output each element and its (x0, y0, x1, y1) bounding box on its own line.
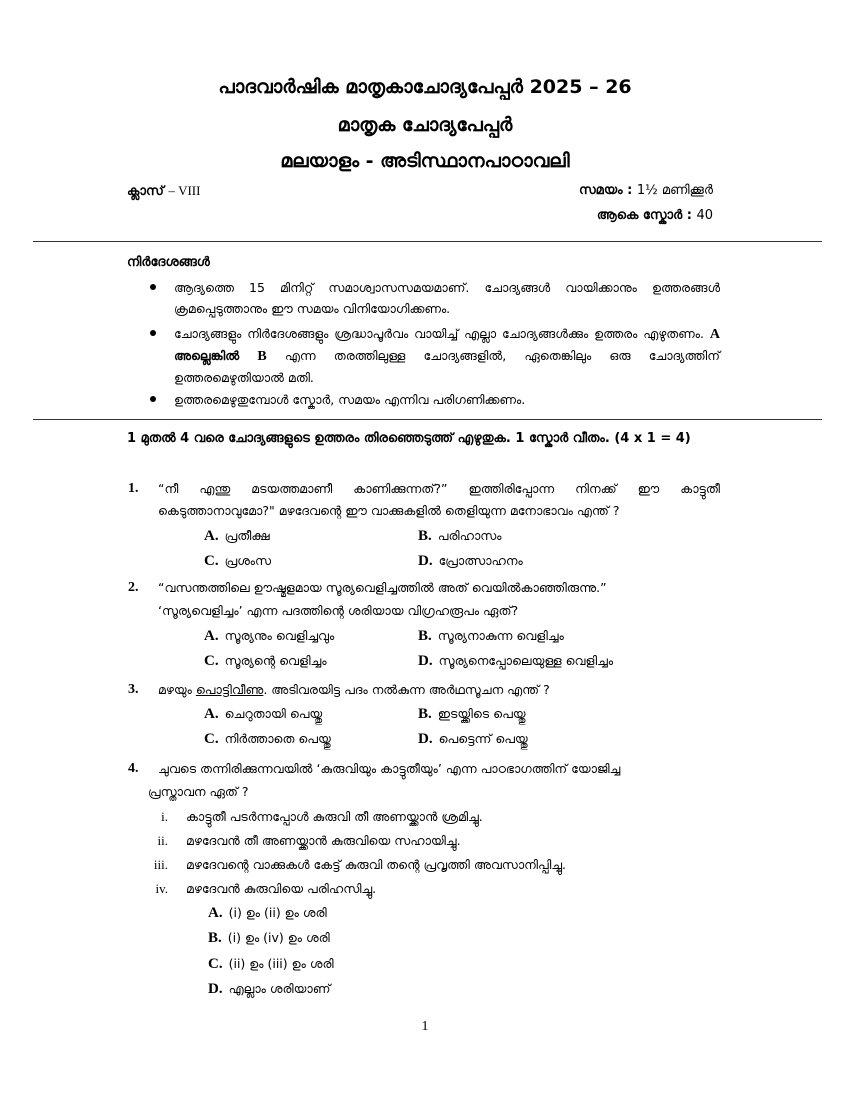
time-label: സമയം : (579, 183, 637, 198)
option-c[interactable]: C. സൂര്യന്റെ വെളിച്ചം (204, 653, 327, 669)
question-number: 2. (128, 580, 139, 595)
option-d[interactable]: D. പ്രോത്സാഹനം (418, 553, 523, 569)
instruction-item: ആദ്യത്തെ 15 മിനിറ്റ് സമാശ്വാസസമയമാണ്. ചോദ്യങ്ങൾ വായിക്കാനും ഉത്തരങ്ങൾ ക്രമപ്പെടുത്താനും ഈ സമയം വിനിയോഗിക്കണം. (174, 280, 720, 316)
statement-number: i. (161, 809, 168, 824)
option-b[interactable]: B. സൂര്യനാകുന്ന വെളിച്ചം (418, 628, 564, 644)
option-a[interactable]: A. സൂര്യനും വെളിച്ചവും (204, 628, 335, 644)
option-a[interactable]: A. ചെറുതായി പെയ്തു (204, 706, 323, 722)
question-text: പ്രസ്താവന ഏത് ? (148, 784, 249, 799)
question-number: 3. (128, 682, 139, 697)
class-value: – VIII (168, 183, 201, 198)
question-text: ‘സൂര്യവെളിച്ചം’ എന്ന പദത്തിന്റെ ശരിയായ വിഗ്രഹരൂപം ഏത്? (158, 603, 519, 618)
option-a[interactable]: A. (i) ഉം (ii) ഉം ശരി (208, 905, 327, 921)
paper-title: പാദവാർഷിക മാതൃകാചോദ്യപേപ്പർ 2025 – 26 (218, 76, 632, 98)
page-number: 1 (421, 1019, 429, 1034)
option-d[interactable]: D. എല്ലാം ശരിയാണ് (208, 981, 331, 997)
paper-subject: മലയാളം - അടിസ്ഥാനപാഠാവലി (280, 150, 570, 172)
score-info (597, 208, 713, 223)
time-info (579, 183, 713, 198)
score-value: 40 (696, 208, 713, 223)
statement-number: iii. (153, 857, 168, 872)
option-b[interactable]: B. (i) ഉം (iv) ഉം ശരി (208, 930, 330, 946)
bullet-icon (150, 396, 156, 402)
bullet-icon (150, 284, 156, 290)
instructions-divider (33, 419, 822, 420)
question-number: 4. (128, 761, 139, 776)
option-d[interactable]: D. സൂര്യനെപ്പോലെയുള്ള വെളിച്ചം (418, 653, 614, 669)
statement-text: മഴദേവന്റെ വാക്കുകൾ കേട്ട് കുരുവി തന്റെ പ്രവൃത്തി അവസാനിപ്പിച്ചു. (186, 857, 567, 872)
question-number: 1. (128, 481, 139, 496)
statement-text: മഴദേവൻ തീ അണയ്ക്കാൻ കുരുവിയെ സഹായിച്ചു. (186, 833, 461, 848)
time-value: 1½ മണിക്കൂർ (636, 183, 713, 198)
option-b[interactable]: B. പരിഹാസം (418, 528, 502, 544)
score-label: ആകെ സ്കോർ : (596, 208, 697, 223)
bullet-icon (150, 330, 156, 336)
statement-number: ii. (157, 833, 168, 848)
paper-subtitle: മാതൃക ചോദ്യപേപ്പർ (337, 114, 513, 136)
class-info (127, 183, 200, 199)
class-label: ക്ലാസ് (127, 184, 169, 199)
option-c[interactable]: C. നിർത്താതെ പെയ്തു (204, 731, 331, 747)
instruction-item: ചോദ്യങ്ങളും നിർദേശങ്ങളും ശ്രദ്ധാപൂർവം വായിച്ച് എല്ലാ ചോദ്യങ്ങൾക്കും ഉത്തരം എഴുതണം. A അല്ലെങ്കിൽ B എന്ന തരത്തിലുള്ള ചോദ്യങ്ങളിൽ, ഏതെങ്കിലും ഒരു ചോദ്യത്തിന് ഉത്തരമെഴുതിയാൽ മതി. (174, 326, 720, 385)
statement-text: മഴദേവൻ കുരുവിയെ പരിഹസിച്ചു. (186, 881, 377, 896)
option-c[interactable]: C. പ്രശംസ (204, 553, 272, 569)
option-d[interactable]: D. പെട്ടെന്ന് പെയ്തു (418, 731, 528, 747)
question-text: “വസന്തത്തിലെ ഊഷ്മളമായ സൂര്യവെളിച്ചത്തിൽ അത് വെയിൽകാഞ്ഞിരുന്നു.” (158, 580, 607, 595)
instruction-item: ഉത്തരമെഴുതുമ്പോൾ സ്കോർ, സമയം എന്നിവ പരിഗണിക്കണം. (174, 392, 526, 407)
option-b[interactable]: B. ഇടയ്ക്കിടെ പെയ്തു (418, 706, 526, 722)
statement-number: iv. (155, 881, 168, 896)
question-text: “നീ എന്തു മടയത്തമാണീ കാണിക്കുന്നത്?” ഇത്തിരിപ്പോന്ന നിനക്ക് ഈ കാട്ടുതീ കെടുത്താനാവുമോ?" മഴദേവന്റെ ഈ വാക്കുകളിൽ തെളിയുന്ന മനോഭാവം എന്ത് ? (158, 481, 720, 518)
instructions-heading: നിർദേശങ്ങൾ (127, 255, 210, 270)
option-a[interactable]: A. പ്രതീക്ഷ (204, 528, 270, 544)
section-heading: 1 മുതൽ 4 വരെ ചോദ്യങ്ങളുടെ ഉത്തരം തിരഞ്ഞെടുത്ത് എഴുതുക. 1 സ്കോർ വീതം. (4 x 1 = 4) (127, 431, 691, 446)
option-b-marker: B (257, 349, 267, 364)
question-text: മഴയും പൊട്ടിവീണു. അടിവരയിട്ട പദം നൽകുന്ന അർഥസൂചന എന്ത് ? (158, 682, 550, 697)
header-divider (33, 241, 822, 242)
option-a-marker: A (709, 327, 720, 342)
underlined-word: പൊട്ടിവീണു (195, 682, 264, 697)
option-c[interactable]: C. (ii) ഉം (iii) ഉം ശരി (208, 956, 334, 972)
or-marker: അല്ലെങ്കിൽ (174, 348, 240, 363)
question-text: ചുവടെ തന്നിരിക്കുന്നവയിൽ ‘കുരുവിയും കാട്ടുതീയും’ എന്ന പാഠഭാഗത്തിന് യോജിച്ച (158, 761, 621, 776)
statement-text: കാട്ടുതീ പടർന്നപ്പോൾ കുരുവി തീ അണയ്ക്കാൻ ശ്രമിച്ചു. (186, 809, 483, 824)
